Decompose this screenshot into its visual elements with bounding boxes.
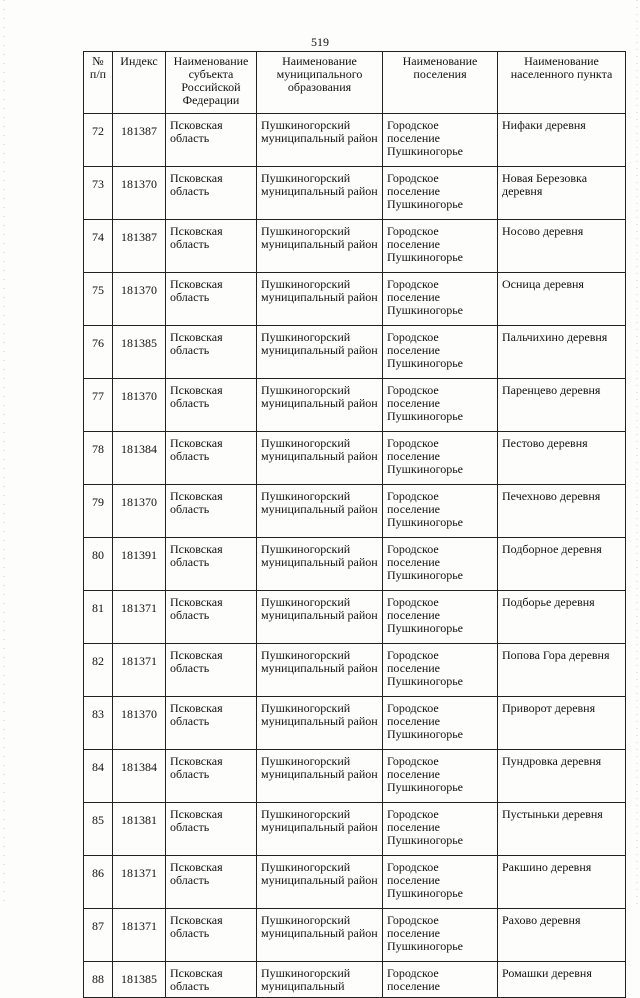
settlement-cell: Городское поселение Пушкиногорье	[383, 273, 498, 326]
table-row	[84, 697, 626, 750]
row-number-cell: 76	[84, 326, 113, 379]
postal-index-cell: 181371	[113, 909, 166, 962]
header-subject: Наименование субъекта Российской Федерации	[166, 52, 257, 114]
municipality-cell: Пушкиногорский муниципальный район	[257, 273, 383, 326]
scan-edge-right	[636, 0, 638, 905]
table-row	[84, 644, 626, 697]
table-row	[84, 114, 626, 167]
table-row	[84, 538, 626, 591]
settlement-cell: Городское поселение Пушкиногорье	[383, 697, 498, 750]
subject-cell: Псковская область	[166, 326, 257, 379]
row-number-cell: 88	[84, 962, 113, 998]
postal-index-cell: 181371	[113, 591, 166, 644]
municipality-cell: Пушкиногорский муниципальный район	[257, 432, 383, 485]
table-row	[84, 485, 626, 538]
locality-cell: Паренцево деревня	[498, 379, 626, 432]
subject-cell: Псковская область	[166, 379, 257, 432]
locality-cell: Печехново деревня	[498, 485, 626, 538]
row-number-cell: 84	[84, 750, 113, 803]
subject-cell: Псковская область	[166, 803, 257, 856]
municipality-cell: Пушкиногорский муниципальный район	[257, 803, 383, 856]
locality-cell: Новая Березовка деревня	[498, 167, 626, 220]
municipality-cell: Пушкиногорский муниципальный район	[257, 697, 383, 750]
row-number-cell: 78	[84, 432, 113, 485]
page-number: 519	[311, 35, 329, 49]
table-row	[84, 220, 626, 273]
table-row	[84, 326, 626, 379]
subject-cell: Псковская область	[166, 644, 257, 697]
row-number-cell: 79	[84, 485, 113, 538]
row-number-cell: 75	[84, 273, 113, 326]
settlement-cell: Городское поселение Пушкиногорье	[383, 379, 498, 432]
locality-cell: Ромашки деревня	[498, 962, 626, 998]
scan-edge-left	[3, 0, 5, 905]
table-body	[84, 114, 626, 998]
municipality-cell: Пушкиногорский муниципальный район	[257, 220, 383, 273]
postal-index-cell: 181371	[113, 644, 166, 697]
table-row	[84, 803, 626, 856]
row-number-cell: 74	[84, 220, 113, 273]
row-number-cell: 80	[84, 538, 113, 591]
locality-cell: Осница деревня	[498, 273, 626, 326]
row-number-cell: 85	[84, 803, 113, 856]
table-row	[84, 856, 626, 909]
municipality-cell: Пушкиногорский муниципальный район	[257, 644, 383, 697]
postal-index-cell: 181370	[113, 273, 166, 326]
settlement-cell: Городское поселение Пушкиногорье	[383, 644, 498, 697]
table-row	[84, 432, 626, 485]
locality-cell: Рахово деревня	[498, 909, 626, 962]
subject-cell: Псковская область	[166, 485, 257, 538]
row-number-cell: 77	[84, 379, 113, 432]
locality-cell: Пальчихино деревня	[498, 326, 626, 379]
settlement-cell: Городское поселение Пушкиногорье	[383, 750, 498, 803]
postal-index-cell: 181370	[113, 167, 166, 220]
postal-index-cell: 181371	[113, 856, 166, 909]
settlement-cell: Городское поселение Пушкиногорье	[383, 909, 498, 962]
settlement-cell: Городское поселение Пушкиногорье	[383, 167, 498, 220]
row-number-cell: 82	[84, 644, 113, 697]
table-row	[84, 591, 626, 644]
settlement-cell: Городское поселение Пушкиногорье	[383, 114, 498, 167]
subject-cell: Псковская область	[166, 538, 257, 591]
settlement-cell: Городское поселение Пушкиногорье	[383, 220, 498, 273]
row-number-cell: 83	[84, 697, 113, 750]
locality-cell: Пестово деревня	[498, 432, 626, 485]
subject-cell: Псковская область	[166, 697, 257, 750]
locality-cell: Пундровка деревня	[498, 750, 626, 803]
header-num: № п/п	[84, 52, 113, 114]
postal-index-cell: 181385	[113, 326, 166, 379]
settlement-cell: Городское поселение Пушкиногорье	[383, 591, 498, 644]
locality-cell: Ракшино деревня	[498, 856, 626, 909]
header-locality: Наименование населенного пункта	[498, 52, 626, 114]
settlement-cell: Городское поселение	[383, 962, 498, 998]
locality-cell: Попова Гора деревня	[498, 644, 626, 697]
subject-cell: Псковская область	[166, 114, 257, 167]
header-settlement: Наименование поселения	[383, 52, 498, 114]
locality-cell: Подборье деревня	[498, 591, 626, 644]
subject-cell: Псковская область	[166, 962, 257, 998]
postal-index-cell: 181370	[113, 697, 166, 750]
row-number-cell: 72	[84, 114, 113, 167]
subject-cell: Псковская область	[166, 273, 257, 326]
municipality-cell: Пушкиногорский муниципальный район	[257, 750, 383, 803]
municipality-cell: Пушкиногорский муниципальный район	[257, 379, 383, 432]
settlement-cell: Городское поселение Пушкиногорье	[383, 485, 498, 538]
settlement-cell: Городское поселение Пушкиногорье	[383, 538, 498, 591]
municipality-cell: Пушкиногорский муниципальный район	[257, 538, 383, 591]
postal-index-cell: 181384	[113, 750, 166, 803]
row-number-cell: 81	[84, 591, 113, 644]
table-row	[84, 167, 626, 220]
table-row	[84, 273, 626, 326]
locality-cell: Приворот деревня	[498, 697, 626, 750]
subject-cell: Псковская область	[166, 909, 257, 962]
locality-register-table	[83, 51, 626, 998]
postal-index-cell: 181391	[113, 538, 166, 591]
table-row	[84, 750, 626, 803]
municipality-cell: Пушкиногорский муниципальный район	[257, 485, 383, 538]
locality-cell: Пустыньки деревня	[498, 803, 626, 856]
settlement-cell: Городское поселение Пушкиногорье	[383, 326, 498, 379]
municipality-cell: Пушкиногорский муниципальный район	[257, 326, 383, 379]
settlement-cell: Городское поселение Пушкиногорье	[383, 803, 498, 856]
postal-index-cell: 181385	[113, 962, 166, 998]
settlement-cell: Городское поселение Пушкиногорье	[383, 856, 498, 909]
locality-cell: Подборное деревня	[498, 538, 626, 591]
table-row	[84, 909, 626, 962]
postal-index-cell: 181387	[113, 220, 166, 273]
municipality-cell: Пушкиногорский муниципальный	[257, 962, 383, 998]
municipality-cell: Пушкиногорский муниципальный район	[257, 591, 383, 644]
subject-cell: Псковская область	[166, 432, 257, 485]
municipality-cell: Пушкиногорский муниципальный район	[257, 909, 383, 962]
municipality-cell: Пушкиногорский муниципальный район	[257, 856, 383, 909]
postal-index-cell: 181370	[113, 379, 166, 432]
municipality-cell: Пушкиногорский муниципальный район	[257, 114, 383, 167]
postal-index-cell: 181387	[113, 114, 166, 167]
municipality-cell: Пушкиногорский муниципальный район	[257, 167, 383, 220]
row-number-cell: 86	[84, 856, 113, 909]
postal-index-cell: 181370	[113, 485, 166, 538]
subject-cell: Псковская область	[166, 856, 257, 909]
table-row	[84, 379, 626, 432]
settlement-cell: Городское поселение Пушкиногорье	[383, 432, 498, 485]
postal-index-cell: 181381	[113, 803, 166, 856]
table-header-row	[84, 52, 626, 114]
subject-cell: Псковская область	[166, 220, 257, 273]
subject-cell: Псковская область	[166, 591, 257, 644]
locality-cell: Носово деревня	[498, 220, 626, 273]
header-index: Индекс	[113, 52, 166, 114]
row-number-cell: 87	[84, 909, 113, 962]
table-row	[84, 962, 626, 998]
header-municipality: Наименование муниципального образования	[257, 52, 383, 114]
postal-index-cell: 181384	[113, 432, 166, 485]
locality-cell: Нифаки деревня	[498, 114, 626, 167]
subject-cell: Псковская область	[166, 167, 257, 220]
row-number-cell: 73	[84, 167, 113, 220]
subject-cell: Псковская область	[166, 750, 257, 803]
